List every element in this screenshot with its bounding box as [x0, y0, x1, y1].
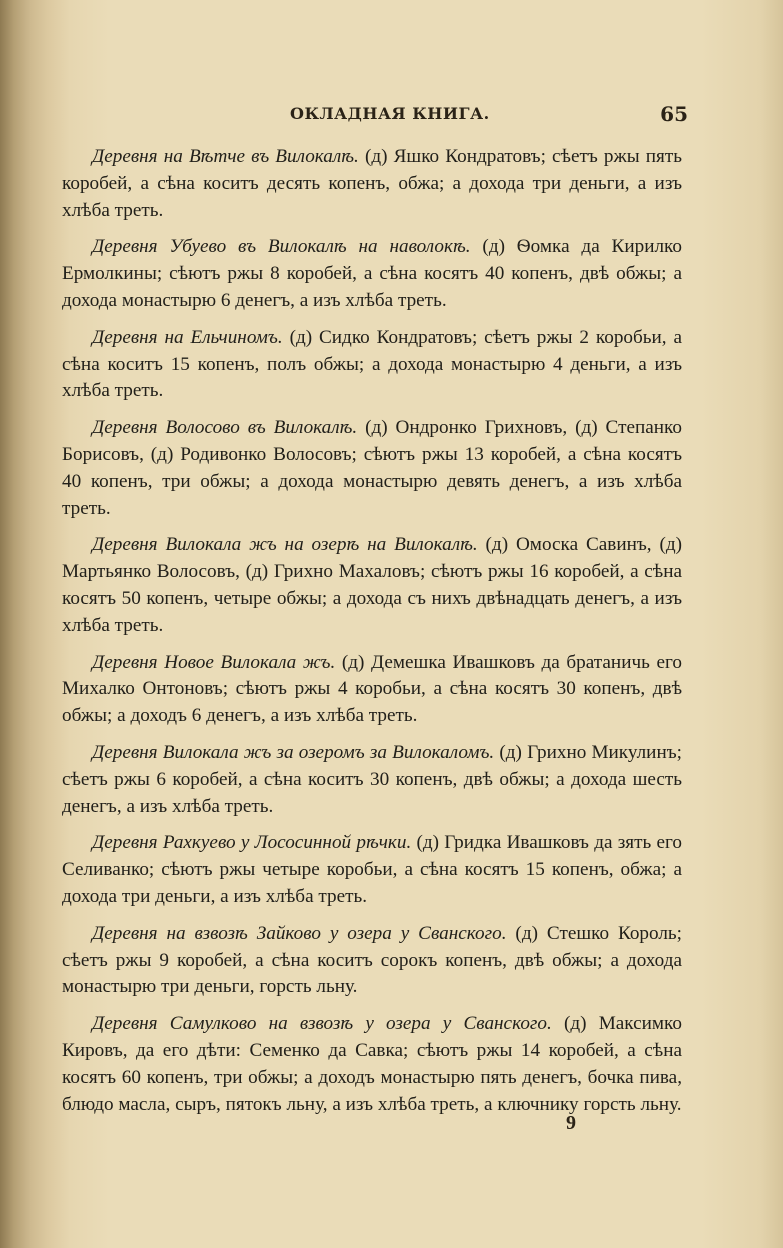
body-text [62, 144, 682, 1128]
entry-text: (д) Яшко Кондратовъ; сѣетъ ржы пять коробей, а сѣна коситъ десять копенъ, обжа; а дохода три деньги, а изъ хлѣба треть. [62, 146, 682, 221]
entry-text: (д) Омоска Савинъ, (д) Мартьянко Волосовъ, (д) Грихно Махаловъ; сѣютъ ржы 16 коробей, а сѣна косятъ 50 копенъ, четыре обжы; а дохода съ нихъ двѣнадцать денегъ, а изъ хлѣба треть. [62, 534, 682, 636]
entry-text: (д) Максимко Кировъ, да его дѣти: Семенко да Савка; сѣютъ ржы 14 коробей, а сѣна косятъ 60 копенъ, три обжы; а доходъ монастырю пять денегъ, бочка пива, блюдо масла, сыръ, пятокъ льну, а изъ хлѣба треть, а ключнику горсть льну. [62, 1013, 682, 1115]
entry-text: (д) Грихно Микулинъ; сѣетъ ржы 6 коробей, а сѣна коситъ 30 копенъ, двѣ обжы; а дохода шесть денегъ, а изъ хлѣба треть. [62, 741, 682, 817]
entry-text: (д) Гридка Ивашковъ да зять его Селиванко; сѣютъ ржы четыре коробьи, а сѣна косятъ 15 копенъ, обжа; а дохода три деньги, а изъ хлѣба треть. [62, 832, 682, 907]
signature-mark: 9 [566, 1112, 576, 1134]
village-entry [62, 415, 682, 522]
running-title: ОКЛАДНАЯ КНИГА. [290, 104, 490, 123]
village-name: Деревня Волосово въ Вилокалѣ. [92, 417, 358, 439]
entry-text: (д) Демешка Ивашковъ да братаничь его Михалко Онтоновъ; сѣютъ ржы 4 коробьи, а сѣна косятъ 30 копенъ, двѣ обжы; а доходъ 6 денегъ, а изъ хлѣба треть. [62, 651, 682, 727]
village-name: Деревня Рахкуево у Лососинной рѣчки. [92, 832, 412, 854]
entry-text: (д) Ондронко Грихновъ, (д) Степанко Борисовъ, (д) Родивонко Волосовъ; сѣютъ ржы 13 коробей, а сѣна косятъ 40 копенъ, три обжы; а дохода монастырю девять денегъ, а изъ хлѣба треть. [62, 417, 682, 519]
village-entry [62, 532, 682, 639]
village-name: Деревня на Ельчиномъ. [92, 326, 283, 348]
village-entry [62, 740, 682, 820]
village-name: Деревня на взвозѣ Зайково у озера у Сванского. [92, 922, 507, 944]
village-entry [62, 325, 682, 405]
village-entry [62, 1011, 682, 1118]
village-name: Деревня Вилокала жъ за озеромъ за Вилокаломъ. [92, 741, 495, 763]
entry-text: (д) Сидко Кондратовъ; сѣетъ ржы 2 коробьи, а сѣна коситъ 15 копенъ, полъ обжы; а дохода монастырю 4 деньги, а изъ хлѣба треть. [62, 326, 682, 402]
village-entry [62, 830, 682, 910]
village-name: Деревня Убуево въ Вилокалѣ на наволокѣ. [92, 236, 471, 258]
entry-text: (д) Ѳомка да Кирилко Ермолкины; сѣютъ ржы 8 коробей, а сѣна косятъ 40 копенъ, двѣ обжы; а дохода монастырю 6 денегъ, а изъ хлѣба треть. [62, 236, 682, 311]
village-entry [62, 921, 682, 1001]
village-name: Деревня на Вѣтче въ Вилокалѣ. [92, 146, 359, 167]
entry-text: (д) Стешко Король; сѣетъ ржы 9 коробей, а сѣна коситъ сорокъ копенъ, двѣ обжы; а дохода монастырю три деньги, горсть льну. [62, 922, 683, 998]
village-name: Деревня Вилокала жъ на озерѣ на Вилокалѣ. [92, 534, 478, 556]
village-entry [62, 650, 682, 730]
page-number: 65 [660, 102, 688, 126]
village-name: Деревня Самулково на взвозѣ у озера у Сванского. [92, 1013, 552, 1035]
village-name: Деревня Новое Вилокала жъ. [92, 651, 336, 673]
village-entry [62, 234, 682, 314]
village-entry [62, 144, 682, 224]
running-head [100, 98, 690, 134]
